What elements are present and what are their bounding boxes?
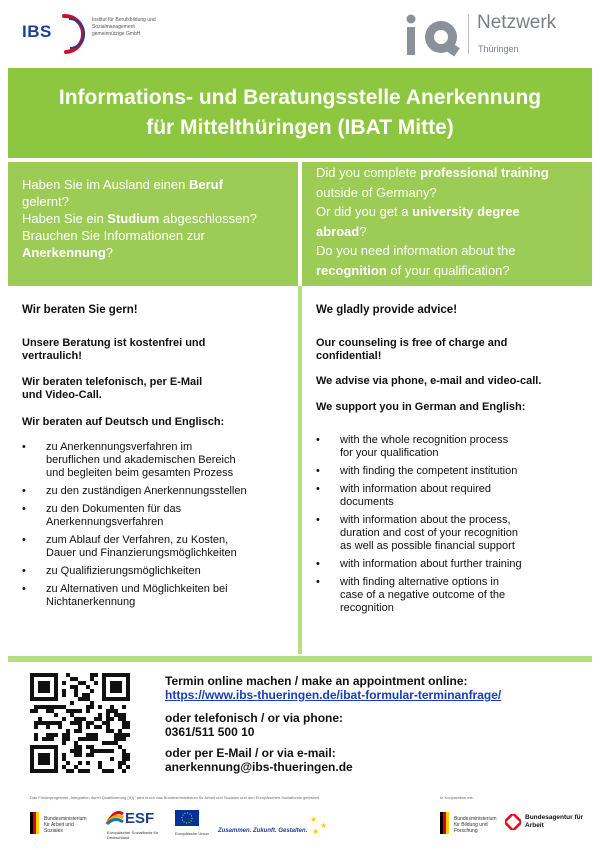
intro-german-text: Haben Sie im Ausland einen Beruf gelernt? Haben Sie ein Studium abgeschlossen? Brauchen Sie Informationen zur Anerkennung? bbox=[22, 177, 257, 260]
german-contact-paragraph: Wir beraten telefonisch, per E-Mail und Video-Call. bbox=[22, 376, 203, 401]
ibs-subtitle: Institut für Berufsbildung und Sozialmanagement gemeinnützige GmbH bbox=[92, 17, 156, 37]
list-item: • zu Anerkennungsverfahren im beruflichen und akademischen Bereich und begleiten beim gesamten Prozess bbox=[22, 441, 294, 480]
list-item: • zum Ablauf der Verfahren, zu Kosten, Dauer und Finanzierungsmöglichkeiten bbox=[22, 534, 294, 560]
email-label: oder per E-Mail / or via e-mail: bbox=[165, 746, 336, 760]
stars-icon bbox=[308, 812, 334, 836]
german-language-paragraph: Wir beraten auf Deutsch und Englisch: bbox=[22, 416, 225, 428]
english-bullet-list bbox=[316, 434, 588, 620]
ibs-wordmark: IBS bbox=[22, 22, 52, 41]
german-flag-icon bbox=[440, 812, 452, 834]
phone-label: oder telefonisch / or via phone: bbox=[165, 711, 344, 725]
iq-separator bbox=[468, 14, 469, 54]
footer-separator bbox=[8, 656, 592, 662]
cooperation-note: In Kooperation mit: bbox=[440, 795, 474, 800]
english-language-paragraph: We support you in German and English: bbox=[316, 401, 526, 413]
svg-text:★: ★ bbox=[310, 815, 318, 824]
funding-note: Das Förderprogramm „Integration durch Qualifizierung (IQ)“ wird durch das Bundesministerium für Arbeit und Soziales und den Europäischen Sozialfonds gefördert. bbox=[30, 795, 321, 800]
qr-code-icon[interactable] bbox=[30, 673, 130, 773]
column-divider bbox=[298, 286, 302, 654]
iq-logo-icon bbox=[405, 13, 463, 57]
intro-english-text: Did you complete professional training outside of Germany? Or did you get a university degree abroad? Do you need information about the recognition of your qualification? bbox=[316, 165, 549, 278]
bmas-logo: Bundesministerium für Arbeit und Soziales bbox=[30, 810, 90, 840]
eu-flag-icon bbox=[175, 810, 199, 826]
email-address[interactable]: anerkennung@ibs-thueringen.de bbox=[165, 760, 353, 774]
svg-text:★: ★ bbox=[312, 827, 320, 836]
ba-icon bbox=[505, 814, 521, 830]
appointment-link[interactable]: https://www.ibs-thueringen.de/ibat-formular-terminanfrage/ bbox=[165, 688, 502, 702]
title-banner bbox=[8, 68, 592, 158]
list-item: • zu den Dokumenten für das Anerkennungsverfahren bbox=[22, 503, 294, 529]
list-item: • zu den zuständigen Anerkennungsstellen bbox=[22, 485, 294, 498]
iq-network-name: Netzwerk bbox=[477, 12, 557, 33]
svg-text:★: ★ bbox=[320, 821, 328, 830]
english-contact-paragraph: We advise via phone, e-mail and video-call. bbox=[316, 375, 542, 387]
iq-region: Thüringen bbox=[478, 44, 519, 54]
ibs-arc-icon bbox=[60, 12, 90, 56]
list-item: • zu Qualifizierungsmöglichkeiten bbox=[22, 565, 294, 578]
list-item: • with finding alternative options in case of a negative outcome of the recognition bbox=[316, 576, 588, 615]
german-flag-icon bbox=[30, 812, 42, 834]
ba-logo: Bundesagentur für Arbeit bbox=[505, 812, 590, 838]
esf-arc-icon bbox=[105, 808, 125, 826]
list-item: • with information about further training bbox=[316, 558, 588, 571]
phone-number[interactable]: 0361/511 500 10 bbox=[165, 725, 255, 739]
english-free-paragraph: Our counseling is free of charge and confidential! bbox=[316, 337, 508, 362]
list-item: • with information about the process, duration and cost of your recognition as well as possible financial support bbox=[316, 514, 588, 553]
appointment-label: Termin online machen / make an appointment online: bbox=[165, 674, 468, 688]
list-item: • with information about required documents bbox=[316, 483, 588, 509]
bmbf-logo: Bundesministerium für Bildung und Forschung bbox=[440, 810, 495, 840]
list-item: • zu Alternativen und Möglichkeiten bei Nichtanerkennung bbox=[22, 583, 294, 609]
list-item: • with the whole recognition process for your qualification bbox=[316, 434, 588, 460]
esf-logo: ESF Europäischer Sozialfonds für Deutschland bbox=[107, 810, 159, 840]
german-bullet-list bbox=[22, 441, 294, 614]
list-item: • with finding the competent institution bbox=[316, 465, 588, 478]
eu-logo: Europäische Union bbox=[175, 810, 211, 840]
zzg-logo: Zusammen. Zukunft. Gestalten. ★ ★ ★ bbox=[218, 816, 333, 840]
german-free-paragraph: Unsere Beratung ist kostenfrei und vertraulich! bbox=[22, 337, 292, 363]
english-heading: We gladly provide advice! bbox=[316, 304, 458, 316]
page-title: Informations- und Beratungsstelle Anerkennung für Mittelthüringen (IBAT Mitte) bbox=[58, 86, 542, 139]
german-heading: Wir beraten Sie gern! bbox=[22, 304, 138, 316]
